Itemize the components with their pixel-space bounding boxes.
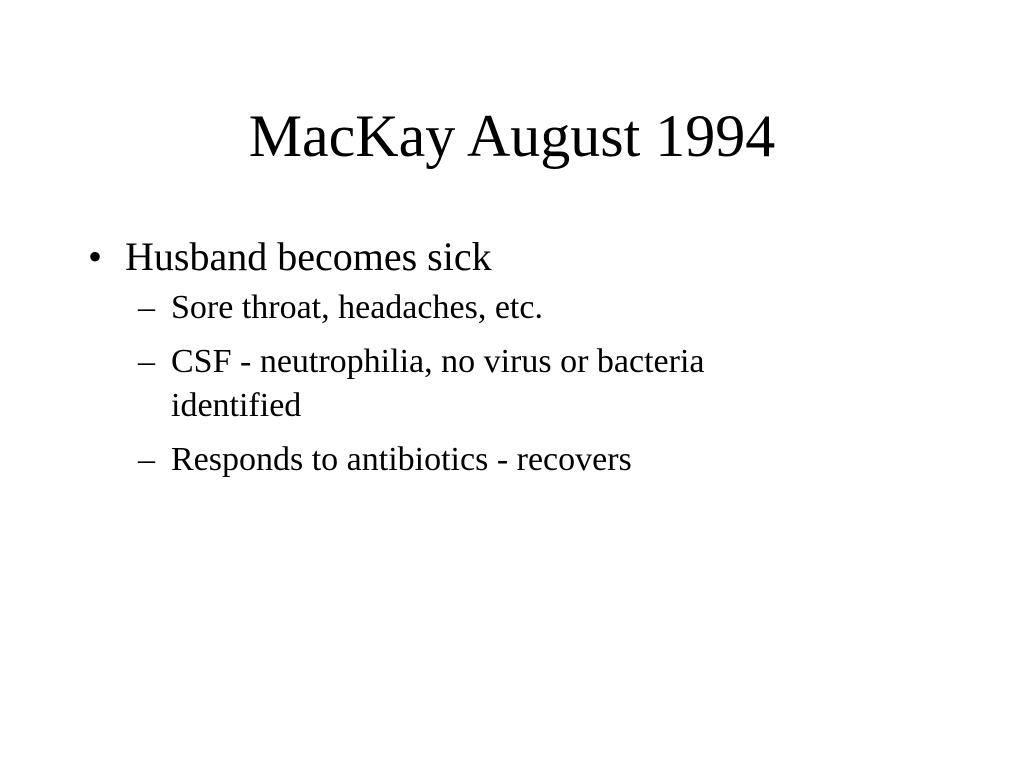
sub-bullet-text: Sore throat, headaches, etc. xyxy=(171,289,543,326)
sub-bullet-item xyxy=(138,286,811,330)
slide-title: MacKay August 1994 xyxy=(248,103,776,169)
dash-icon: – xyxy=(138,289,155,326)
dash-icon: – xyxy=(138,343,155,380)
sub-bullet-item xyxy=(138,438,811,482)
sub-bullet-item xyxy=(138,340,811,428)
sub-bullet-list xyxy=(88,286,948,482)
bullet-icon: • xyxy=(88,234,103,279)
sub-bullet-text: Responds to antibiotics - recovers xyxy=(171,441,632,478)
bullet-text: Husband becomes sick xyxy=(125,234,492,279)
sub-bullet-text: CSF - neutrophilia, no virus or bacteria identified xyxy=(171,343,705,424)
dash-icon: – xyxy=(138,441,155,478)
bullet-item xyxy=(88,232,948,282)
slide-body xyxy=(88,232,948,492)
